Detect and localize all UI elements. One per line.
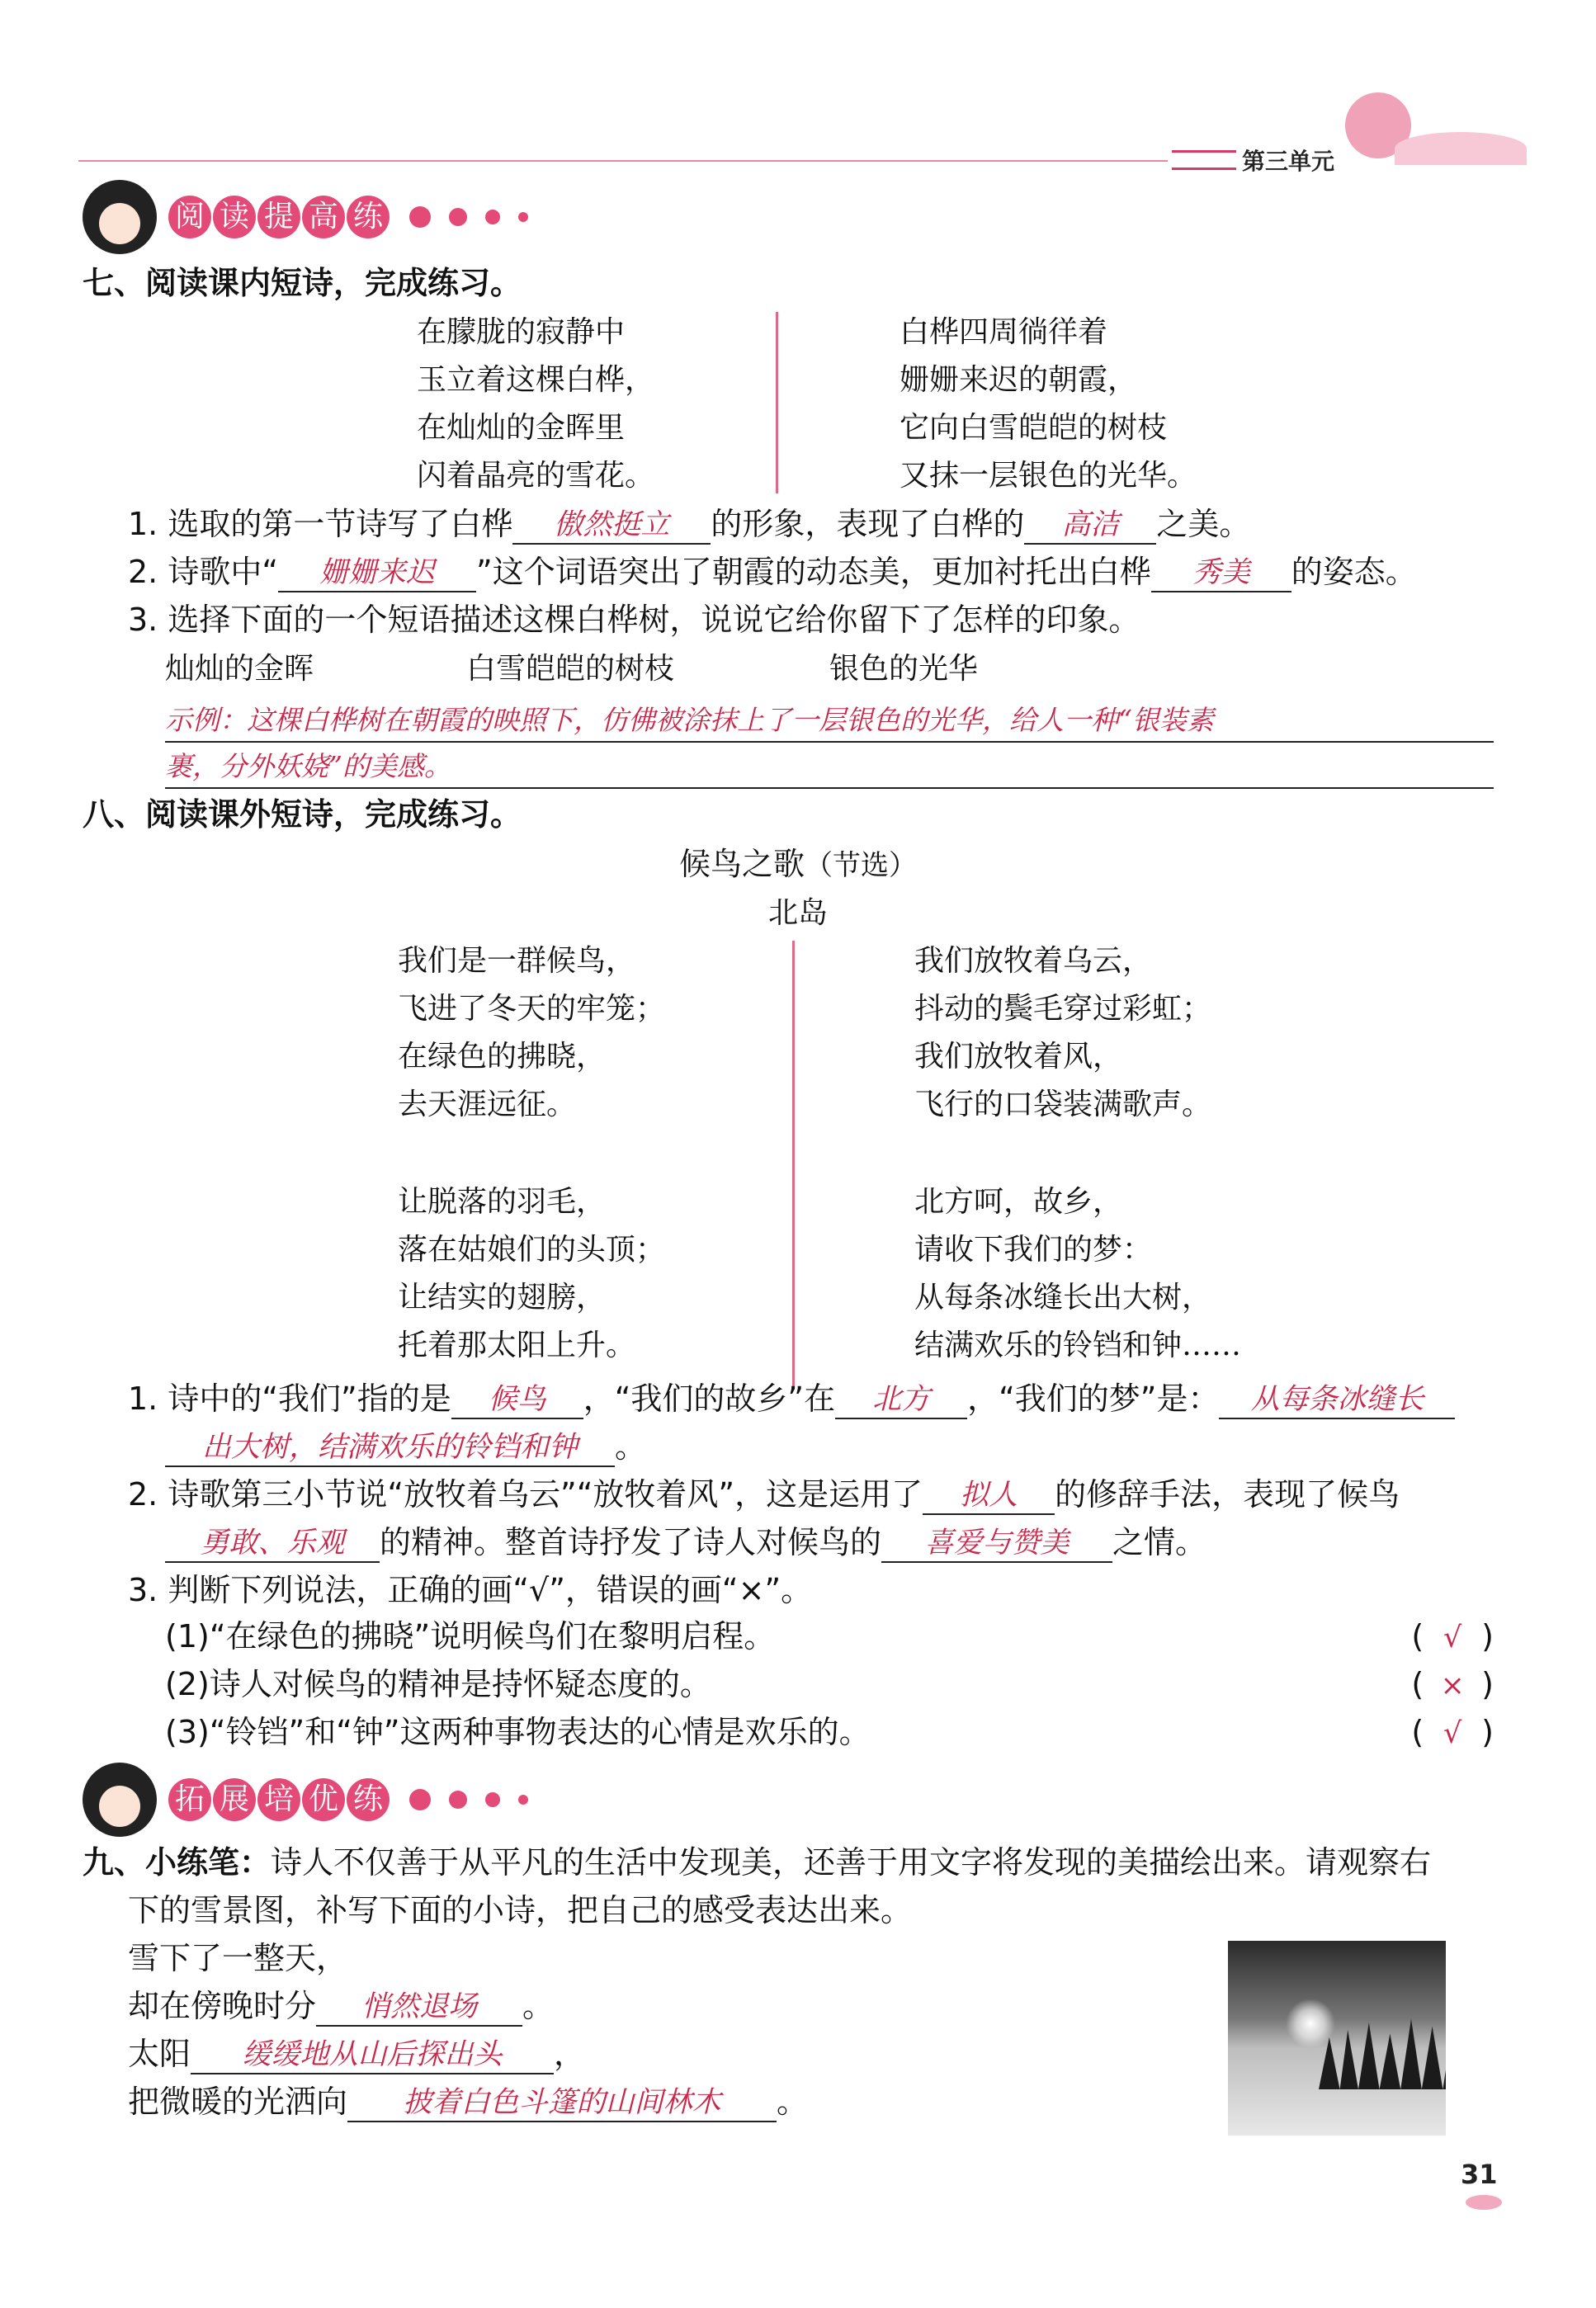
poem-line: 托着那太阳上升。 <box>398 1329 636 1362</box>
decor-dot <box>518 212 528 222</box>
banner-char: 培 <box>257 1778 300 1821</box>
option-phrase: 灿灿的金晖 <box>165 652 314 686</box>
section-9-text-cont: 下的雪景图，补写下面的小诗，把自己的感受表达出来。 <box>128 1892 913 1928</box>
answer-blank[interactable]: 喜爱与赞美 <box>881 1525 1112 1563</box>
judge-bracket[interactable]: ( × ) <box>1411 1664 1494 1706</box>
forest <box>1319 2015 1446 2089</box>
answer-blank[interactable]: 披着白色斗篷的山间林木 <box>347 2084 777 2122</box>
s8-question-2-cont: 勇敢、乐观 的精神。整首诗抒发了诗人对候鸟的 喜爱与赞美 之情。 <box>165 1522 1206 1563</box>
s8-question-2: 2. 诗歌第三小节说“放牧着乌云”“放牧着风”，这是运用了 拟人 的修辞手法，表现了候鸟 <box>128 1474 1400 1515</box>
poem-right-stanza-1 <box>914 937 1211 1129</box>
banner-char: 提 <box>257 196 300 238</box>
judge-item: (1)“在绿色的拂晓”说明候鸟们在黎明启程。 ( √ ) <box>165 1616 1494 1657</box>
poem-left-stanza-1 <box>398 937 665 1129</box>
banner-char: 展 <box>213 1778 256 1821</box>
section-7-title: 七、阅读课内短诗，完成练习。 <box>83 265 522 301</box>
option-phrase: 白雪皑皑的树枝 <box>466 652 675 686</box>
poem-line: 我们放牧着乌云， <box>914 944 1153 978</box>
poem-line: 抖动的鬓毛穿过彩虹； <box>914 992 1212 1026</box>
answer-blank[interactable]: 北方 <box>835 1381 967 1419</box>
answer-line[interactable]: 示例：这棵白桦树在朝霞的映照下，仿佛被涂抹上了一层银色的光华，给人一种“银装素 <box>165 700 1494 743</box>
answer-blank[interactable]: 悄然退场 <box>316 1989 522 2027</box>
judge-bracket[interactable]: ( √ ) <box>1411 1616 1494 1659</box>
answer-blank[interactable]: 缓缓地从山后探出头 <box>191 2037 554 2074</box>
banner-char: 拓 <box>168 1778 211 1821</box>
header-arrow-icon <box>1172 150 1236 170</box>
poem-title: 候鸟之歌（节选） <box>678 846 917 882</box>
poem-line: 我们放牧着风， <box>914 1040 1123 1074</box>
poem-line: 又抹一层银色的光华。 <box>900 459 1197 493</box>
unit-label: 第三单元 <box>1242 148 1335 175</box>
hills-decoration <box>1395 132 1527 165</box>
decor-dot <box>409 206 431 228</box>
judge-mark: √ <box>1443 1621 1462 1654</box>
poem-line: 白桦四周徜徉着 <box>900 315 1108 349</box>
decor-dot <box>485 1792 500 1807</box>
decor-dot <box>449 208 467 226</box>
banner-char: 读 <box>213 196 256 238</box>
answer-blank[interactable]: 勇敢、乐观 <box>165 1525 380 1563</box>
poem-line: 北方呵，故乡， <box>914 1185 1123 1219</box>
poem-line: 请收下我们的梦： <box>914 1233 1153 1267</box>
girl-reading-icon <box>83 1763 157 1837</box>
poem-line: 结满欢乐的铃铛和钟…… <box>914 1329 1242 1362</box>
page-number: 31 <box>1461 2159 1498 2190</box>
s8-question-1-cont: 出大树，结满欢乐的铃铛和钟 。 <box>165 1426 646 1467</box>
judge-item: (3)“铃铛”和“钟”这两种事物表达的心情是欢乐的。 ( √ ) <box>165 1711 1494 1753</box>
poem-line: 姗姗来迟的朝霞， <box>900 363 1138 397</box>
poem-line: 去天涯远征。 <box>398 1088 577 1121</box>
answer-blank[interactable]: 高洁 <box>1024 507 1156 545</box>
poem-line: 在灿灿的金晖里 <box>417 411 626 445</box>
poem-left-stanza-2 <box>398 1178 665 1370</box>
judge-mark: × <box>1440 1669 1465 1702</box>
poem-line: 从每条冰缝长出大树， <box>914 1281 1212 1314</box>
section-banner-reading <box>83 180 528 254</box>
section-8-title: 八、阅读课外短诗，完成练习。 <box>83 796 522 833</box>
poem-write-line: 雪下了一整天， <box>128 1940 348 1976</box>
poem-line: 玉立着这棵白桦， <box>417 363 655 397</box>
banner-char: 阅 <box>168 196 211 238</box>
section-9-text: 九、小练笔：诗人不仅善于从平凡的生活中发现美，还善于用文字将发现的美描绘出来。请观察右 <box>83 1844 1432 1881</box>
option-phrase: 银色的光华 <box>829 652 979 686</box>
judge-mark: √ <box>1443 1717 1462 1750</box>
poem-write-line: 却在傍晚时分 悄然退场 。 <box>128 1985 554 2027</box>
answer-blank[interactable]: 拟人 <box>923 1477 1055 1515</box>
poem-line: 我们是一群候鸟， <box>398 944 636 978</box>
poem-author: 北岛 <box>767 896 828 930</box>
decor-dot <box>518 1795 528 1805</box>
decor-dot <box>485 210 500 224</box>
poem-divider <box>792 941 795 1386</box>
s7-question-2: 2. 诗歌中“ 姗姗来迟 ”这个词语突出了朝霞的动态美，更加衬托出白桦 秀美 的姿态。 <box>128 551 1417 592</box>
poem-line: 飞进了冬天的牢笼； <box>398 992 666 1026</box>
poem-line: 让结实的翅膀， <box>398 1281 607 1314</box>
judge-item: (2)诗人对候鸟的精神是持怀疑态度的。 ( × ) <box>165 1664 1494 1705</box>
section-banner-extension <box>83 1763 528 1837</box>
judge-bracket[interactable]: ( √ ) <box>1411 1711 1494 1754</box>
answer-blank[interactable]: 姗姗来迟 <box>278 555 476 592</box>
section-9-title: 九、小练笔： <box>83 1844 272 1881</box>
s8-question-3: 3. 判断下列说法，正确的画“√”，错误的画“×”。 <box>128 1572 813 1608</box>
poem-line: 它向白雪皑皑的树枝 <box>900 411 1168 445</box>
banner-char: 优 <box>302 1778 345 1821</box>
poem-write-line: 把微暖的光洒向 披着白色斗篷的山间林木 。 <box>128 2081 808 2122</box>
answer-blank[interactable]: 秀美 <box>1151 555 1291 592</box>
poem-line: 让脱落的羽毛， <box>398 1185 607 1219</box>
girl-reading-icon <box>83 180 157 254</box>
poem-line: 落在姑娘们的头顶； <box>398 1233 666 1267</box>
flower-icon <box>1466 2195 1502 2210</box>
sun-glow <box>1286 1999 1335 2048</box>
poem-write-line: 太阳 缓缓地从山后探出头 ， <box>128 2033 585 2074</box>
banner-char: 练 <box>347 196 390 238</box>
poem-line: 闪着晶亮的雪花。 <box>417 459 655 493</box>
banner-char: 练 <box>347 1778 390 1821</box>
s8-question-1: 1. 诗中的“我们”指的是 候鸟 ，“我们的故乡”在 北方 ，“我们的梦”是： 从每条冰缝长 <box>128 1378 1455 1419</box>
answer-blank[interactable]: 傲然挺立 <box>512 507 711 545</box>
answer-blank[interactable]: 从每条冰缝长 <box>1219 1381 1455 1419</box>
poem-right-column <box>900 309 1197 500</box>
poem-line: 在绿色的拂晓， <box>398 1040 607 1074</box>
poem-line: 在朦胧的寂静中 <box>417 315 626 349</box>
s7-question-3: 3. 选择下面的一个短语描述这棵白桦树，说说它给你留下了怎样的印象。 <box>128 602 1140 638</box>
s7-question-1: 1. 选取的第一节诗写了白桦 傲然挺立 的形象，表现了白桦的 高洁 之美。 <box>128 503 1250 545</box>
poem-right-stanza-2 <box>914 1178 1241 1370</box>
poem-divider <box>776 312 778 493</box>
decor-dot <box>449 1791 467 1809</box>
snow-scene-photo <box>1228 1941 1446 2136</box>
poem-left-column <box>417 309 654 500</box>
banner-char: 高 <box>302 196 345 238</box>
answer-blank[interactable]: 出大树，结满欢乐的铃铛和钟 <box>165 1429 615 1467</box>
poem-line: 飞行的口袋装满歌声。 <box>914 1088 1212 1121</box>
answer-line[interactable]: 裹，分外妖娆”的美感。 <box>165 746 1494 789</box>
header-rule <box>78 160 1168 162</box>
answer-blank[interactable]: 候鸟 <box>451 1381 583 1419</box>
decor-dot <box>409 1789 431 1810</box>
